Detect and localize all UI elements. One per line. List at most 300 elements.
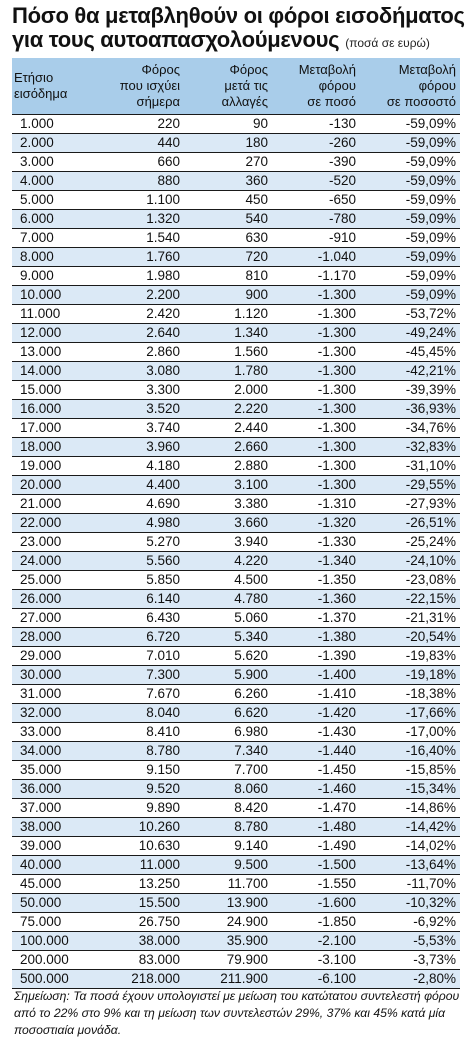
- table-cell: -1.550: [272, 874, 360, 893]
- table-row: [12, 608, 460, 627]
- table-cell: 3.740: [96, 418, 184, 437]
- table-cell: -17,00%: [360, 722, 460, 741]
- table-cell: 5.560: [96, 551, 184, 570]
- table-cell: -1.370: [272, 608, 360, 627]
- table-cell: -1.390: [272, 646, 360, 665]
- table-cell: -21,31%: [360, 608, 460, 627]
- table-cell: 9.520: [96, 779, 184, 798]
- table-cell: 5.060: [184, 608, 272, 627]
- table-cell: 50.000: [12, 893, 96, 912]
- table-cell: -1.490: [272, 836, 360, 855]
- table-cell: -23,08%: [360, 570, 460, 589]
- table-cell: -59,09%: [360, 228, 460, 247]
- table-cell: 1.980: [96, 266, 184, 285]
- table-row: [12, 646, 460, 665]
- table-cell: -11,70%: [360, 874, 460, 893]
- table-cell: 2.200: [96, 285, 184, 304]
- table-cell: -42,21%: [360, 361, 460, 380]
- table-cell: 79.900: [184, 950, 272, 969]
- table-cell: 3.960: [96, 437, 184, 456]
- table-cell: -59,09%: [360, 114, 460, 133]
- column-header-3: [272, 58, 360, 114]
- table-cell: 33.000: [12, 722, 96, 741]
- table-cell: 32.000: [12, 703, 96, 722]
- table-header: [12, 58, 460, 114]
- table-cell: 200.000: [12, 950, 96, 969]
- header-row: [12, 58, 460, 114]
- table-cell: -19,83%: [360, 646, 460, 665]
- table-cell: -59,09%: [360, 152, 460, 171]
- table-cell: 1.100: [96, 190, 184, 209]
- table-cell: -16,40%: [360, 741, 460, 760]
- table-cell: 6.720: [96, 627, 184, 646]
- table-row: [12, 684, 460, 703]
- table-cell: 31.000: [12, 684, 96, 703]
- table-cell: -1.300: [272, 361, 360, 380]
- table-cell: 37.000: [12, 798, 96, 817]
- table-row: [12, 133, 460, 152]
- table-cell: 29.000: [12, 646, 96, 665]
- table-cell: -10,32%: [360, 893, 460, 912]
- table-cell: 6.260: [184, 684, 272, 703]
- table-cell: 1.560: [184, 342, 272, 361]
- table-row: [12, 893, 460, 912]
- table-cell: 4.000: [12, 171, 96, 190]
- table-row: [12, 722, 460, 741]
- table-cell: 9.890: [96, 798, 184, 817]
- table-row: [12, 171, 460, 190]
- table-row: [12, 152, 460, 171]
- table-cell: 100.000: [12, 931, 96, 950]
- table-cell: -2,80%: [360, 969, 460, 988]
- table-row: [12, 266, 460, 285]
- table-row: [12, 551, 460, 570]
- table-cell: 440: [96, 133, 184, 152]
- table-cell: 30.000: [12, 665, 96, 684]
- table-cell: 6.000: [12, 209, 96, 228]
- table-cell: -29,55%: [360, 475, 460, 494]
- table-row: [12, 285, 460, 304]
- table-cell: -1.320: [272, 513, 360, 532]
- table-cell: 2.220: [184, 399, 272, 418]
- table-row: [12, 589, 460, 608]
- table-cell: 5.270: [96, 532, 184, 551]
- table-cell: 3.520: [96, 399, 184, 418]
- table-cell: -14,86%: [360, 798, 460, 817]
- table-cell: 10.630: [96, 836, 184, 855]
- table-cell: 17.000: [12, 418, 96, 437]
- table-cell: -1.300: [272, 285, 360, 304]
- table-row: [12, 836, 460, 855]
- table-cell: 27.000: [12, 608, 96, 627]
- column-header-line: Φόρος: [141, 61, 180, 77]
- column-header-line: που ισχύει: [119, 77, 180, 93]
- table-cell: -14,42%: [360, 817, 460, 836]
- table-row: [12, 627, 460, 646]
- table-cell: -53,72%: [360, 304, 460, 323]
- title-line-2-text: για τους αυτοαπασχολούμενους: [12, 27, 340, 52]
- table-cell: -910: [272, 228, 360, 247]
- table-cell: 4.400: [96, 475, 184, 494]
- table-cell: 10.260: [96, 817, 184, 836]
- title-line-1: Πόσο θα μεταβληθούν οι φόροι εισοδήματος: [12, 3, 465, 28]
- table-row: [12, 247, 460, 266]
- table-cell: -1.310: [272, 494, 360, 513]
- tax-table: [12, 58, 460, 989]
- table-cell: 4.980: [96, 513, 184, 532]
- table-cell: 20.000: [12, 475, 96, 494]
- table-cell: -6.100: [272, 969, 360, 988]
- table-cell: 19.000: [12, 456, 96, 475]
- table-row: [12, 456, 460, 475]
- table-cell: -520: [272, 171, 360, 190]
- table-cell: 9.500: [184, 855, 272, 874]
- table-cell: 8.000: [12, 247, 96, 266]
- table-cell: -20,54%: [360, 627, 460, 646]
- table-cell: -1.480: [272, 817, 360, 836]
- table-row: [12, 817, 460, 836]
- table-cell: 83.000: [96, 950, 184, 969]
- table-cell: -59,09%: [360, 171, 460, 190]
- table-cell: 15.000: [12, 380, 96, 399]
- table-cell: 660: [96, 152, 184, 171]
- table-cell: 6.980: [184, 722, 272, 741]
- table-cell: -1.440: [272, 741, 360, 760]
- table-cell: -36,93%: [360, 399, 460, 418]
- table-cell: 8.780: [184, 817, 272, 836]
- table-cell: -15,85%: [360, 760, 460, 779]
- table-cell: -1.040: [272, 247, 360, 266]
- table-cell: 9.000: [12, 266, 96, 285]
- table-cell: 3.380: [184, 494, 272, 513]
- table-cell: -1.380: [272, 627, 360, 646]
- table-cell: -1.340: [272, 551, 360, 570]
- column-header-line: σε ποσοστό: [386, 93, 456, 109]
- table-cell: -390: [272, 152, 360, 171]
- table-row: [12, 912, 460, 931]
- column-header-line: φόρου: [418, 77, 456, 93]
- table-cell: 35.900: [184, 931, 272, 950]
- table-cell: 24.900: [184, 912, 272, 931]
- table-row: [12, 855, 460, 874]
- column-header-4: [360, 58, 460, 114]
- table-cell: 21.000: [12, 494, 96, 513]
- table-cell: 9.140: [184, 836, 272, 855]
- table-cell: -49,24%: [360, 323, 460, 342]
- table-row: [12, 665, 460, 684]
- table-cell: -32,83%: [360, 437, 460, 456]
- table-cell: 12.000: [12, 323, 96, 342]
- column-header-line: Μεταβολή: [298, 61, 356, 77]
- table-row: [12, 570, 460, 589]
- table-cell: 26.000: [12, 589, 96, 608]
- table-cell: 11.000: [12, 304, 96, 323]
- table-row: [12, 304, 460, 323]
- table-cell: 720: [184, 247, 272, 266]
- column-header-line: σε ποσό: [307, 93, 356, 109]
- table-cell: -1.410: [272, 684, 360, 703]
- table-cell: -39,39%: [360, 380, 460, 399]
- table-cell: 1.760: [96, 247, 184, 266]
- table-cell: -45,45%: [360, 342, 460, 361]
- table-row: [12, 437, 460, 456]
- table-cell: 3.000: [12, 152, 96, 171]
- table-cell: -1.420: [272, 703, 360, 722]
- table-cell: -24,10%: [360, 551, 460, 570]
- table-row: [12, 228, 460, 247]
- table-row: [12, 874, 460, 893]
- table-cell: -780: [272, 209, 360, 228]
- table-cell: -13,64%: [360, 855, 460, 874]
- table-cell: -1.300: [272, 380, 360, 399]
- table-cell: -59,09%: [360, 209, 460, 228]
- table-cell: 4.780: [184, 589, 272, 608]
- table-cell: -1.500: [272, 855, 360, 874]
- column-header-line: Φόρος: [229, 61, 268, 77]
- table-cell: 540: [184, 209, 272, 228]
- table-row: [12, 950, 460, 969]
- table-cell: 500.000: [12, 969, 96, 988]
- table-cell: 7.340: [184, 741, 272, 760]
- table-cell: 7.670: [96, 684, 184, 703]
- table-cell: 1.120: [184, 304, 272, 323]
- table-cell: 6.140: [96, 589, 184, 608]
- table-cell: 2.860: [96, 342, 184, 361]
- table-cell: 13.900: [184, 893, 272, 912]
- table-cell: 2.440: [184, 418, 272, 437]
- table-cell: -59,09%: [360, 285, 460, 304]
- table-row: [12, 323, 460, 342]
- table-cell: -1.300: [272, 437, 360, 456]
- table-row: [12, 190, 460, 209]
- column-header-line: Μεταβολή: [398, 61, 456, 77]
- table-cell: 36.000: [12, 779, 96, 798]
- table-cell: 6.620: [184, 703, 272, 722]
- table-cell: 900: [184, 285, 272, 304]
- table-cell: 18.000: [12, 437, 96, 456]
- table-cell: 1.000: [12, 114, 96, 133]
- table-cell: -25,24%: [360, 532, 460, 551]
- table-cell: 38.000: [12, 817, 96, 836]
- table-row: [12, 342, 460, 361]
- table-cell: -1.400: [272, 665, 360, 684]
- table-cell: -1.300: [272, 342, 360, 361]
- footnote: Σημείωση: Τα ποσά έχουν υπολογιστεί με μείωση του κατώτατου συντελεστή φόρου από το 22% στο 9% και τη μείωση των συντελεστών 29%, 37% και 45% κατά μία ποσοστιαία μονάδα.: [14, 989, 460, 1037]
- table-cell: 7.000: [12, 228, 96, 247]
- column-header-line: αλλαγές: [221, 93, 268, 109]
- table-cell: 10.000: [12, 285, 96, 304]
- table-cell: 7.010: [96, 646, 184, 665]
- table-cell: -59,09%: [360, 247, 460, 266]
- table-cell: -1.850: [272, 912, 360, 931]
- table-cell: 1.780: [184, 361, 272, 380]
- table-cell: 2.880: [184, 456, 272, 475]
- table-cell: 45.000: [12, 874, 96, 893]
- table-cell: 8.040: [96, 703, 184, 722]
- table-cell: -19,18%: [360, 665, 460, 684]
- table-cell: 8.420: [184, 798, 272, 817]
- table-cell: -14,02%: [360, 836, 460, 855]
- table-cell: 4.500: [184, 570, 272, 589]
- table-row: [12, 418, 460, 437]
- table-cell: -130: [272, 114, 360, 133]
- table-cell: 6.430: [96, 608, 184, 627]
- table-cell: 2.640: [96, 323, 184, 342]
- table-cell: 218.000: [96, 969, 184, 988]
- table-row: [12, 741, 460, 760]
- column-header-line: φόρου: [318, 77, 356, 93]
- column-header-line: μετά τις: [224, 77, 268, 93]
- table-cell: -260: [272, 133, 360, 152]
- table-row: [12, 703, 460, 722]
- table-cell: -34,76%: [360, 418, 460, 437]
- table-body: [12, 114, 460, 988]
- table-cell: 4.690: [96, 494, 184, 513]
- table-row: [12, 494, 460, 513]
- table-cell: -5,53%: [360, 931, 460, 950]
- table-cell: 5.620: [184, 646, 272, 665]
- table-cell: -31,10%: [360, 456, 460, 475]
- table-row: [12, 798, 460, 817]
- table-cell: 4.180: [96, 456, 184, 475]
- table-cell: 5.850: [96, 570, 184, 589]
- column-header-line: σήμερα: [136, 93, 180, 109]
- table-cell: -2.100: [272, 931, 360, 950]
- table-cell: 3.940: [184, 532, 272, 551]
- column-header-line: εισόδημα: [14, 85, 68, 101]
- table-cell: 13.250: [96, 874, 184, 893]
- table-cell: 3.660: [184, 513, 272, 532]
- table-row: [12, 532, 460, 551]
- table-cell: 220: [96, 114, 184, 133]
- table-row: [12, 361, 460, 380]
- table-cell: 450: [184, 190, 272, 209]
- table-cell: 8.060: [184, 779, 272, 798]
- table-cell: 3.300: [96, 380, 184, 399]
- table-cell: 13.000: [12, 342, 96, 361]
- table-cell: 8.780: [96, 741, 184, 760]
- table-row: [12, 760, 460, 779]
- table-cell: 15.500: [96, 893, 184, 912]
- table-cell: -1.430: [272, 722, 360, 741]
- table-cell: 90: [184, 114, 272, 133]
- table-cell: -1.170: [272, 266, 360, 285]
- table-cell: 5.900: [184, 665, 272, 684]
- table-cell: -1.460: [272, 779, 360, 798]
- page-title: [12, 3, 465, 55]
- table-cell: 38.000: [96, 931, 184, 950]
- table-cell: 2.000: [12, 133, 96, 152]
- table-cell: -1.300: [272, 323, 360, 342]
- table-cell: -1.470: [272, 798, 360, 817]
- table-cell: -17,66%: [360, 703, 460, 722]
- table-cell: 8.410: [96, 722, 184, 741]
- table-cell: -1.300: [272, 418, 360, 437]
- table-cell: 2.420: [96, 304, 184, 323]
- table-cell: 9.150: [96, 760, 184, 779]
- table-cell: -18,38%: [360, 684, 460, 703]
- table-cell: -1.300: [272, 399, 360, 418]
- table-cell: 1.320: [96, 209, 184, 228]
- table-cell: -1.600: [272, 893, 360, 912]
- table-cell: 11.700: [184, 874, 272, 893]
- table-row: [12, 399, 460, 418]
- table-row: [12, 380, 460, 399]
- table-row: [12, 779, 460, 798]
- table-cell: -6,92%: [360, 912, 460, 931]
- table-cell: -59,09%: [360, 190, 460, 209]
- table-cell: 7.300: [96, 665, 184, 684]
- table-cell: 360: [184, 171, 272, 190]
- table-cell: 3.080: [96, 361, 184, 380]
- table-cell: 4.220: [184, 551, 272, 570]
- table-cell: -3,73%: [360, 950, 460, 969]
- table-cell: 40.000: [12, 855, 96, 874]
- table-cell: -3.100: [272, 950, 360, 969]
- table-cell: 630: [184, 228, 272, 247]
- table-cell: 2.660: [184, 437, 272, 456]
- table-cell: 2.000: [184, 380, 272, 399]
- table-cell: 270: [184, 152, 272, 171]
- title-line-2: [12, 28, 462, 55]
- table-cell: 23.000: [12, 532, 96, 551]
- table-cell: 11.000: [96, 855, 184, 874]
- table-cell: 1.340: [184, 323, 272, 342]
- table-cell: -1.360: [272, 589, 360, 608]
- table-cell: 16.000: [12, 399, 96, 418]
- table-cell: 26.750: [96, 912, 184, 931]
- column-header-0: [12, 58, 96, 114]
- table-cell: 14.000: [12, 361, 96, 380]
- table-row: [12, 114, 460, 133]
- table-cell: -15,34%: [360, 779, 460, 798]
- table-cell: 28.000: [12, 627, 96, 646]
- table-row: [12, 475, 460, 494]
- table-cell: 75.000: [12, 912, 96, 931]
- table-cell: 180: [184, 133, 272, 152]
- table-cell: -1.300: [272, 304, 360, 323]
- table-cell: 880: [96, 171, 184, 190]
- table-cell: -59,09%: [360, 133, 460, 152]
- table-cell: 7.700: [184, 760, 272, 779]
- table-cell: 25.000: [12, 570, 96, 589]
- table-cell: 1.540: [96, 228, 184, 247]
- table-row: [12, 931, 460, 950]
- column-header-1: [96, 58, 184, 114]
- table-cell: -27,93%: [360, 494, 460, 513]
- table-cell: -1.300: [272, 456, 360, 475]
- table-cell: -59,09%: [360, 266, 460, 285]
- table-cell: 3.100: [184, 475, 272, 494]
- column-header-2: [184, 58, 272, 114]
- table-cell: 810: [184, 266, 272, 285]
- table-cell: 24.000: [12, 551, 96, 570]
- table-row: [12, 969, 460, 988]
- column-header-line: Ετήσιο: [14, 69, 54, 85]
- table-row: [12, 209, 460, 228]
- currency-note: (ποσά σε ευρώ): [345, 36, 430, 50]
- table-cell: -650: [272, 190, 360, 209]
- table-cell: 5.340: [184, 627, 272, 646]
- table-cell: 211.900: [184, 969, 272, 988]
- table-cell: -1.300: [272, 475, 360, 494]
- table-cell: 5.000: [12, 190, 96, 209]
- tax-table-container: [12, 58, 460, 989]
- table-cell: 34.000: [12, 741, 96, 760]
- table-cell: -22,15%: [360, 589, 460, 608]
- table-cell: -1.450: [272, 760, 360, 779]
- table-cell: -26,51%: [360, 513, 460, 532]
